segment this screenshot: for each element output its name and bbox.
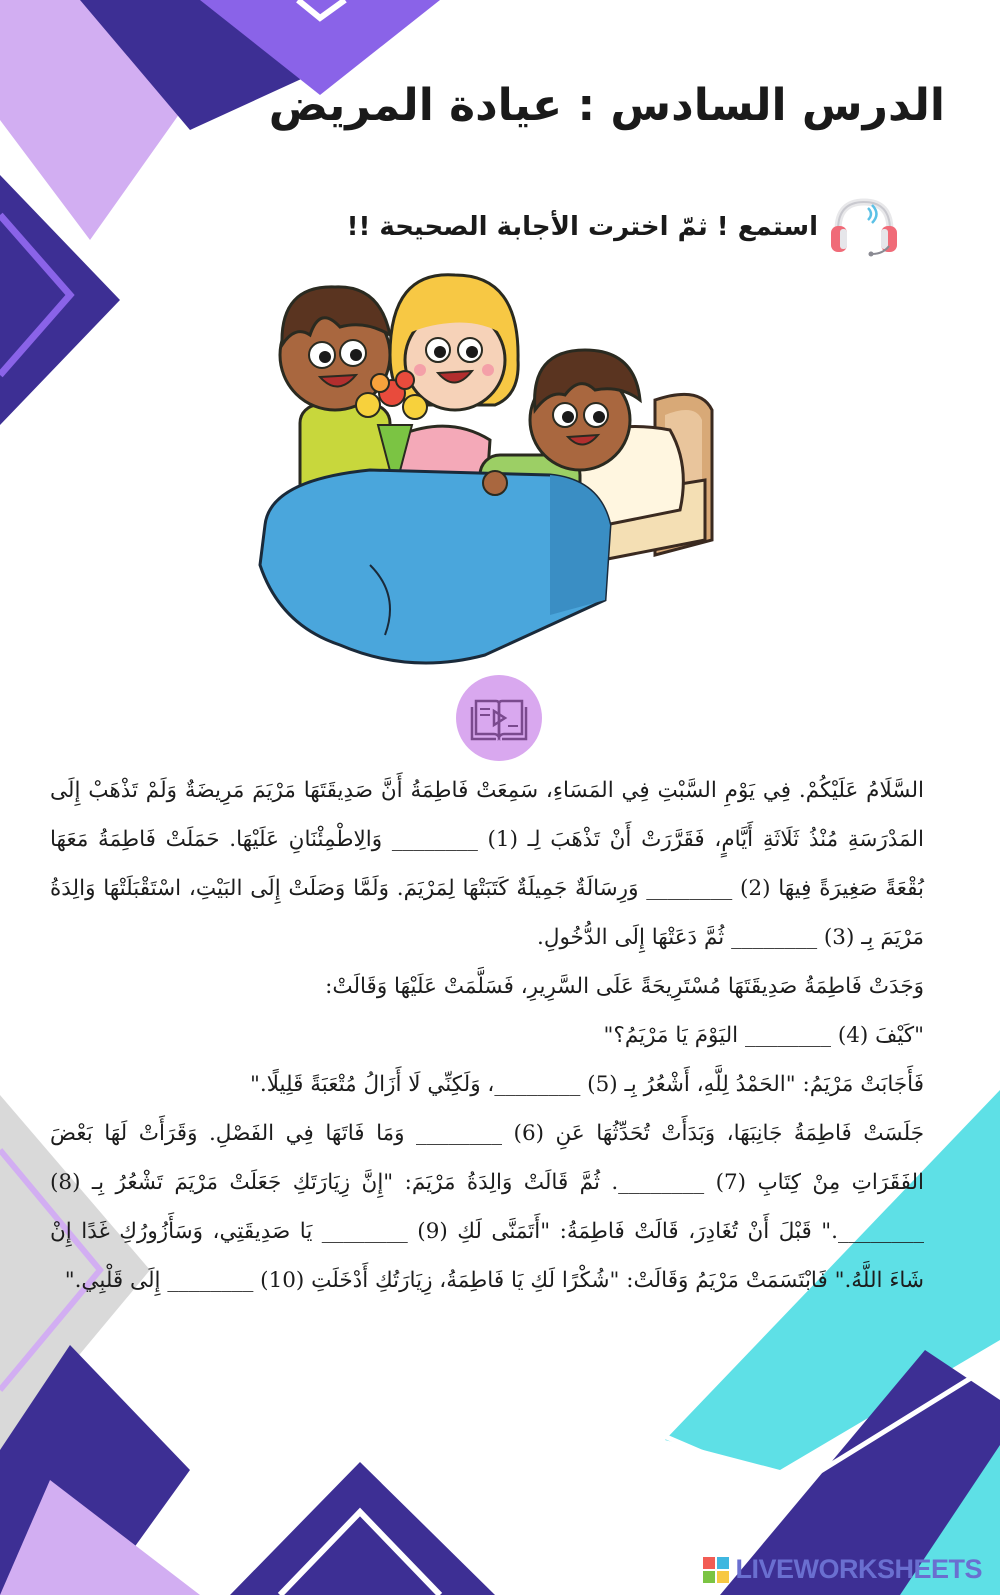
story-text: [50, 766, 924, 1305]
read-story-button[interactable]: [456, 675, 542, 761]
story-paragraph-5: جَلَسَتْ فَاطِمَةُ جَانِبَهَا، وَبَدَأَتْ تُحَدِّثُهَا عَنِ (6) ________ وَمَا فَاتَهَا فِي الفَصْلِ. وَقَرَأَتْ لَهَا بَعْضَ الفَقَرَاتِ مِنْ كِتَابِ (7) ________. ثُمَّ قَالَتْ وَالِدَةُ مَرْيَمَ: "إِنَّ زِيَارَتَكِ جَعَلَتْ مَرْيَمَ تَشْعُرُ بِـ (8) ________." قَبْلَ أَنْ تُغَادِرَ، قَالَتْ فَاطِمَةُ: "أَتَمَنَّى لَكِ (9) ________ يَا صَدِيقَتِي، وَسَأَزُورُكِ غَدًا إِنْ شَاءَ اللَّهُ." فَابْتَسَمَتْ مَرْيَمُ وَقَالَتْ: "شُكْرًا لَكِ يَا فَاطِمَةُ، زِيَارَتُكِ أَدْخَلَتِ (10) ________ إِلَى قَلْبِي.": [50, 1121, 924, 1293]
liveworksheets-logo-icon: [703, 1557, 729, 1583]
instruction-row: [347, 196, 900, 258]
instruction-text: استمع ! ثمّ اخترت الأجابة الصحيحة !!: [346, 212, 818, 242]
liveworksheets-brand[interactable]: [703, 1554, 982, 1585]
open-book-video-icon: [470, 693, 528, 743]
story-paragraph-3: "كَيْفَ (4) ________ اليَوْمَ يَا مَرْيَمُ؟": [603, 1023, 924, 1048]
story-paragraph-4: فَأَجَابَتْ مَرْيَمُ: "الحَمْدُ لِلَّهِ، أَشْعُرُ بِـ (5) ________، وَلَكِنِّي لَا أَزَالُ مُتْعَبَةً قَلِيلًا.": [249, 1072, 924, 1097]
blanket: [260, 470, 610, 663]
story-paragraph-1: السَّلَامُ عَلَيْكُمْ. فِي يَوْمِ السَّبْتِ فِي المَسَاءِ، سَمِعَتْ فَاطِمَةُ أَنَّ صَدِيقَتَهَا مَرْيَمَ مَرِيضَةٌ وَلَمْ تَذْهَبْ إِلَى المَدْرَسَةِ مُنْذُ ثَلَاثَةِ أَيَّامٍ، فَقَرَّرَتْ أَنْ تَذْهَبَ لِـ (1) ________ وَالِاطْمِئْنَانِ عَلَيْهَا. حَمَلَتْ فَاطِمَةُ مَعَهَا بُقْعَةً صَغِيرَةً فِيهَا (2) ________ وَرِسَالَةٌ جَمِيلَةٌ كَتَبَتْهَا لِمَرْيَمَ. وَلَمَّا وَصَلَتْ إِلَى البَيْتِ، اسْتَقْبَلَتْهَا وَالِدَةُ مَرْيَمَ بِـ (3) ________ ثُمَّ دَعَتْهَا إِلَى الدُّخُولِ.: [50, 778, 924, 950]
page-title: الدرس السادس : عيادة المريض: [268, 80, 945, 131]
story-paragraph-2: وَجَدَتْ فَاطِمَةُ صَدِيقَتَهَا مُسْتَرِيحَةً عَلَى السَّرِيرِ، فَسَلَّمَتْ عَلَيْهَا وَقَالَتْ:: [325, 974, 924, 999]
brand-name: LIVEWORKSHEETS: [735, 1554, 982, 1584]
children-visiting-sick-friend-illustration: [250, 265, 730, 685]
headphones-icon[interactable]: [828, 196, 900, 258]
